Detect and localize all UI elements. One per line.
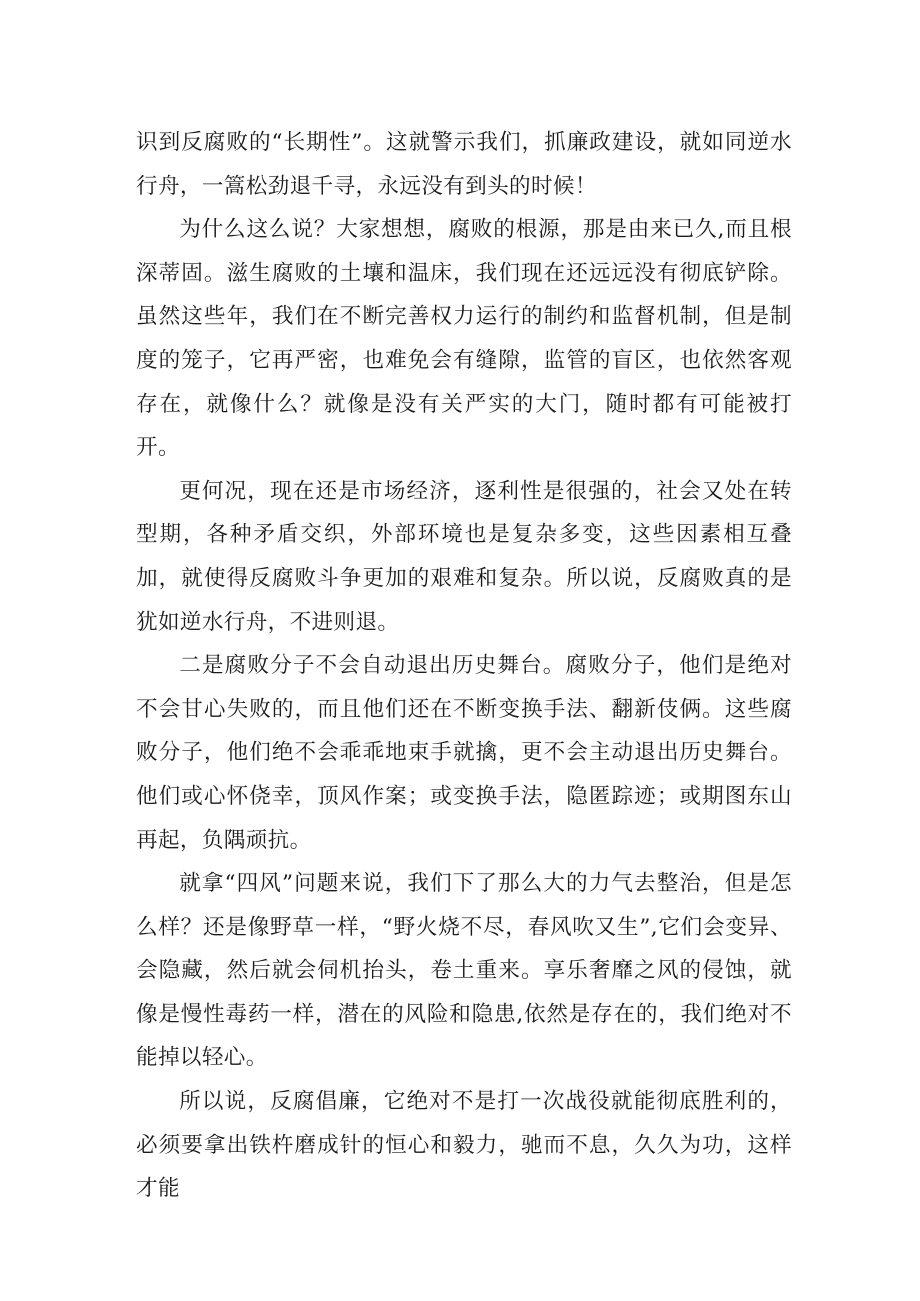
document-body	[136, 121, 792, 1211]
paragraph-5: 就拿“四风”问题来说，我们下了那么大的力气去整治，但是怎么样？还是像野草一样，“野火烧不尽，春风吹又生”,它们会变异、会隐藏，然后就会伺机抬头，卷土重来。享乐奢靡之风的侵蚀，就像是慢性毒药一样，潜在的风险和隐患,依然是存在的，我们绝对不能掉以轻心。	[136, 871, 792, 1071]
paragraph-1: 识到反腐败的“长期性”。这就警示我们，抓廉政建设，就如同逆水行舟，一篙松劲退千寻，永远没有到头的时候！	[136, 130, 792, 199]
paragraph-2: 为什么这么说？大家想想，腐败的根源，那是由来已久,而且根深蒂固。滋生腐败的土壤和温床，我们现在还远远没有彻底铲除。虽然这些年，我们在不断完善权力运行的制约和监督机制，但是制度的笼子，它再严密，也难免会有缝隙，监管的盲区，也依然客观存在，就像什么？就像是没有关严实的大门，随时都有可能被打开。	[136, 217, 792, 461]
paragraph-3: 更何况，现在还是市场经济，逐利性是很强的，社会又处在转型期，各种矛盾交织，外部环境也是复杂多变，这些因素相互叠加，就使得反腐败斗争更加的艰难和复杂。所以说，反腐败真的是犹如逆水行舟，不进则退。	[136, 478, 792, 635]
paragraph-6: 所以说，反腐倡廉，它绝对不是打一次战役就能彻底胜利的，必须要拿出铁杵磨成针的恒心和毅力，驰而不息，久久为功，这样才能	[136, 1089, 792, 1202]
paragraph-4: 二是腐败分子不会自动退出历史舞台。腐败分子，他们是绝对不会甘心失败的，而且他们还在不断变换手法、翻新伎俩。这些腐败分子，他们绝不会乖乖地束手就擒，更不会主动退出历史舞台。他们或心怀侥幸，顶风作案；或变换手法，隐匿踪迹；或期图东山再起，负隅顽抗。	[136, 653, 792, 853]
